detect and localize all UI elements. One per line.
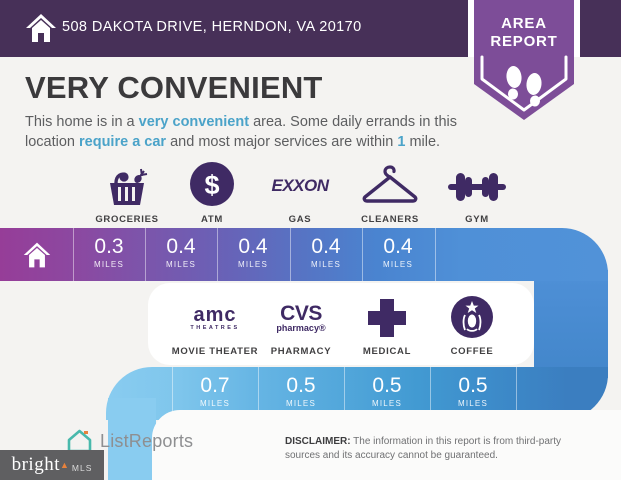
bright-flame-icon: ▲: [59, 460, 69, 470]
poi-card: [148, 283, 534, 365]
distance-atm: 0.4 MILES: [165, 235, 196, 269]
poi-label: CLEANERS: [361, 214, 419, 225]
poi-label: GAS: [288, 214, 312, 225]
distance-groceries: 0.3 MILES: [93, 235, 124, 269]
distance-bar-top: [0, 228, 608, 281]
exxon-logo-icon: EXXON: [271, 176, 329, 195]
bar-separator: [435, 228, 436, 281]
grocery-basket-icon: [98, 167, 156, 207]
accent-require-car: require a car: [79, 134, 167, 150]
home-icon: [24, 11, 58, 45]
poi-gym: [425, 165, 529, 225]
property-address: 508 DAKOTA DRIVE, HERNDON, VA 20170: [62, 19, 362, 35]
hanger-icon: [361, 165, 419, 207]
distance-gym: 0.4 MILES: [382, 235, 413, 269]
poi-label: GROCERIES: [95, 214, 159, 225]
poi-coffee: [420, 297, 524, 357]
poi-label: MEDICAL: [362, 346, 412, 357]
distance-cleaners: 0.4 MILES: [310, 235, 341, 269]
summary-text: This home is in a very convenient area. Some daily errands in this location require a car and most major services are within 1 mile.: [25, 114, 457, 150]
bar-home-icon: [22, 240, 52, 270]
svg-text:$: $: [204, 170, 220, 200]
area-report-badge: AREA REPORT: [490, 15, 558, 50]
amc-theatres-logo-icon: amc THEATRES: [190, 303, 240, 331]
medical-cross-icon: [366, 297, 408, 339]
accent-very-convenient: very convenient: [138, 114, 250, 130]
disclaimer-text: DISCLAIMER: The information in this report is from third-party sources and its accuracy cannot be guaranteed.: [285, 436, 562, 461]
listreports-wordmark: ListReports: [100, 430, 194, 451]
distance-movie-theater: 0.7 MILES: [199, 374, 230, 408]
cvs-pharmacy-logo-icon: CVS pharmacy®: [276, 302, 326, 333]
poi-label: COFFEE: [450, 346, 494, 357]
page-title: VERY CONVENIENT: [25, 70, 323, 105]
poi-label: GYM: [465, 214, 489, 225]
disclaimer-card: [152, 410, 621, 480]
distance-pharmacy: 0.5 MILES: [285, 374, 316, 408]
poi-label: ATM: [201, 214, 223, 225]
poi-label: MOVIE THEATER: [171, 346, 259, 357]
poi-label: PHARMACY: [270, 346, 332, 357]
accent-one: 1: [397, 134, 406, 150]
dumbbell-icon: [446, 171, 508, 207]
ribbon-band-right: [534, 270, 608, 378]
bright-mls-logo: bright ▲ MLS: [0, 450, 104, 480]
atm-dollar-icon: [189, 161, 235, 207]
distance-coffee: 0.5 MILES: [457, 374, 488, 408]
poi-gas: [248, 165, 352, 225]
distance-gas: 0.4 MILES: [237, 235, 268, 269]
distance-medical: 0.5 MILES: [371, 374, 402, 408]
starbucks-logo-icon: [450, 295, 494, 339]
